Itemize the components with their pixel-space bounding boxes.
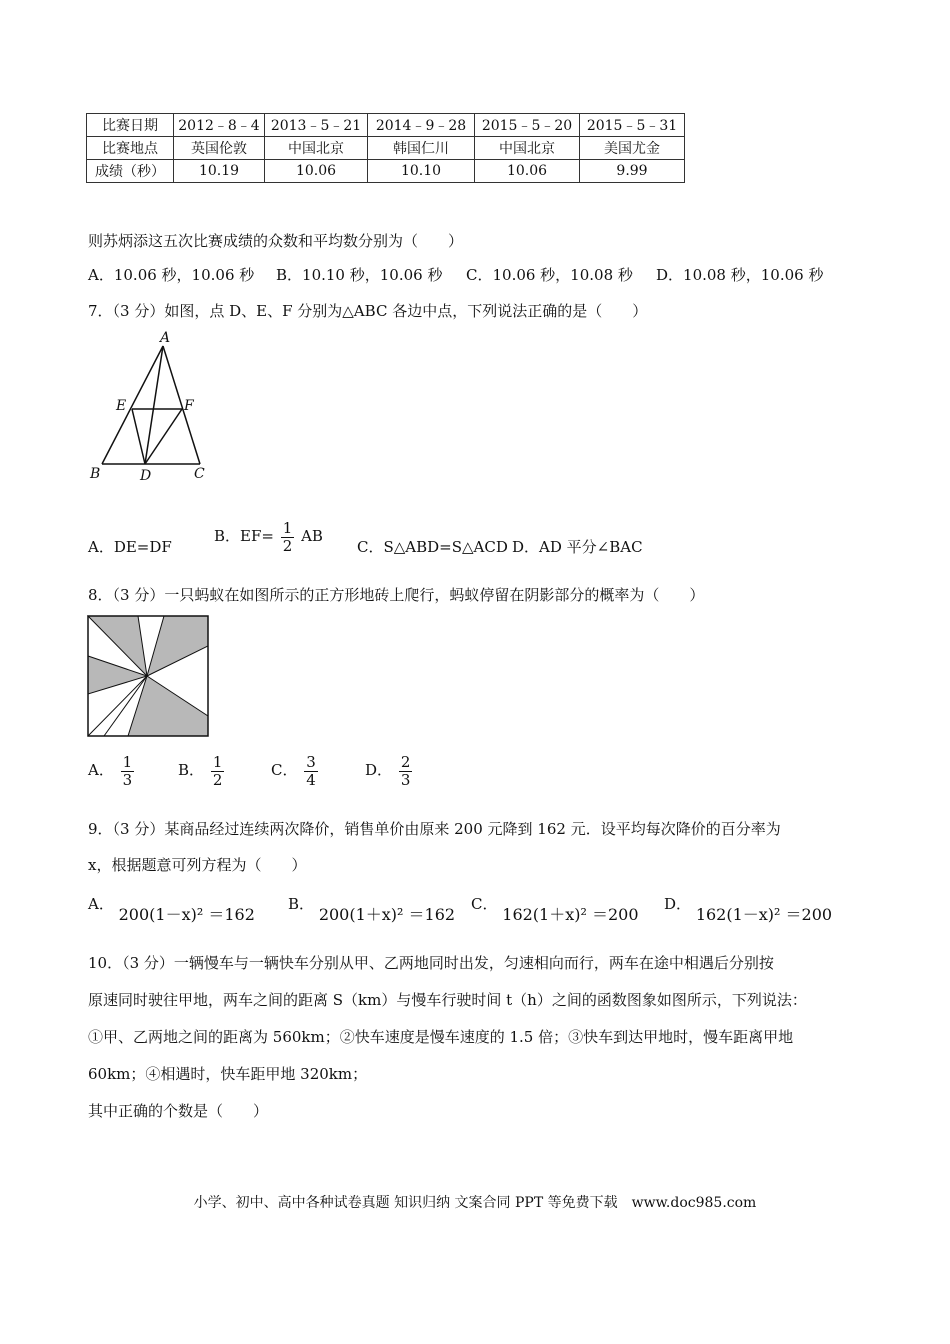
fraction-denominator: 3 — [400, 770, 411, 789]
table-cell: 成绩（秒） — [87, 160, 174, 183]
shaded-region — [147, 616, 208, 676]
q8-option-d — [365, 754, 414, 788]
table-cell: 中国北京 — [475, 137, 580, 160]
vertex-label-b: B — [90, 466, 101, 482]
table-cell: 美国尤金 — [580, 137, 685, 160]
fraction-denominator: 2 — [212, 770, 223, 789]
q9-option-d — [664, 893, 833, 924]
table-cell: 2015﹣5﹣20 — [475, 114, 580, 137]
segment-fd — [145, 409, 182, 464]
q9-stem-line1: 9．（3 分）某商品经过连续两次降价，销售单价由原来 200 元降到 162 元．设平均每次降价的百分率为 — [88, 820, 781, 838]
equation: 162(1＋x)² ＝200 — [502, 905, 639, 924]
option-text: AB — [301, 527, 323, 545]
q7-option-b — [214, 520, 323, 554]
vertex-label-e: E — [116, 398, 127, 414]
q8-option-b — [178, 754, 226, 788]
table-row — [87, 137, 685, 160]
table-cell: 比赛日期 — [87, 114, 174, 137]
option-label: A． — [88, 895, 114, 913]
q10-line1: 10．（3 分）一辆慢车与一辆快车分别从甲、乙两地同时出发，匀速相向而行，两车在途中相遇后分别按 — [88, 954, 774, 972]
q10-line4: 60km；④相遇时，快车距甲地 320km； — [88, 1065, 368, 1083]
segment-ed — [132, 409, 145, 464]
q6-option-b: B．10.10 秒，10.06 秒 — [276, 266, 443, 284]
vertex-label-f: F — [184, 398, 194, 414]
q6-option-d: D．10.08 秒，10.06 秒 — [656, 266, 824, 284]
table-cell: 中国北京 — [265, 137, 368, 160]
tile-figure — [87, 615, 209, 737]
fraction-denominator: 2 — [282, 536, 293, 555]
vertex-label-d: D — [140, 468, 152, 484]
table-cell: 9.99 — [580, 160, 685, 183]
edge-ac — [163, 346, 200, 464]
fraction-denominator: 4 — [306, 770, 316, 789]
table-cell: 2015﹣5﹣31 — [580, 114, 685, 137]
option-label: C． — [471, 895, 498, 913]
equation: 162(1－x)² ＝200 — [695, 905, 833, 924]
option-label: D． — [365, 761, 393, 779]
score-table — [86, 113, 685, 183]
option-label: B． — [288, 895, 315, 913]
fraction — [121, 754, 135, 788]
table-row — [87, 160, 685, 183]
table-cell: 10.06 — [265, 160, 368, 183]
table-cell: 英国伦敦 — [174, 137, 265, 160]
table-cell: 2014﹣9﹣28 — [368, 114, 475, 137]
equation: 200(1＋x)² ＝162 — [318, 905, 456, 924]
table-cell: 10.06 — [475, 160, 580, 183]
fraction — [281, 520, 295, 554]
q9-stem-line2: x，根据题意可列方程为（ ） — [88, 856, 307, 874]
vertex-label-c: C — [194, 466, 205, 482]
table-cell: 2012﹣8﹣4 — [174, 114, 265, 137]
q10-line5: 其中正确的个数是（ ） — [88, 1102, 269, 1120]
option-label: B． — [178, 761, 205, 779]
q6-option-c: C．10.06 秒，10.08 秒 — [466, 266, 633, 284]
q9-option-a — [88, 893, 255, 924]
q8-stem: 8．（3 分）一只蚂蚁在如图所示的正方形地砖上爬行，蚂蚁停留在阴影部分的概率为（ ） — [88, 586, 705, 604]
option-label: C． — [271, 761, 298, 779]
q8-option-c — [271, 754, 320, 788]
option-label: A． — [88, 761, 114, 779]
fraction — [211, 754, 225, 788]
table-cell: 2013﹣5﹣21 — [265, 114, 368, 137]
fraction-numerator: 1 — [122, 753, 133, 771]
table-cell: 比赛地点 — [87, 137, 174, 160]
q7-option-d: D．AD 平分∠BAC — [512, 538, 643, 556]
equation: 200(1－x)² ＝162 — [118, 905, 255, 924]
q7-stem: 7．（3 分）如图，点 D、E、F 分别为△ABC 各边中点，下列说法正确的是（ ） — [88, 302, 648, 320]
q7-option-c: C．S△ABD=S△ACD — [357, 538, 508, 556]
triangle-figure — [84, 328, 214, 488]
q8-option-a — [88, 754, 136, 788]
option-label: B．EF= — [214, 527, 274, 545]
q7-option-a: A．DE=DF — [88, 538, 172, 556]
option-label: D． — [664, 895, 692, 913]
page-footer: 小学、初中、高中各种试卷真题 知识归纳 文案合同 PPT 等免费下载 www.doc985.com — [193, 1195, 757, 1211]
fraction — [399, 754, 413, 788]
fraction-numerator: 1 — [282, 519, 293, 537]
table-cell: 10.19 — [174, 160, 265, 183]
q9-option-c — [471, 893, 639, 924]
fraction-numerator: 1 — [212, 753, 223, 771]
q10-line2: 原速同时驶往甲地，两车之间的距离 S（km）与慢车行驶时间 t（h）之间的函数图象如图所示，下列说法： — [88, 991, 807, 1009]
q9-option-b — [288, 893, 456, 924]
q10-line3: ①甲、乙两地之间的距离为 560km；②快车速度是慢车速度的 1.5 倍；③快车到达甲地时，慢车距离甲地 — [88, 1028, 794, 1046]
fraction-numerator: 3 — [306, 753, 316, 771]
fraction-numerator: 2 — [400, 753, 411, 771]
table-cell: 韩国仁川 — [368, 137, 475, 160]
table-cell: 10.10 — [368, 160, 475, 183]
table-row — [87, 114, 685, 137]
vertex-label-a: A — [160, 330, 171, 346]
fraction-denominator: 3 — [122, 770, 133, 789]
fraction — [304, 754, 318, 788]
q6-option-a: A．10.06 秒，10.06 秒 — [88, 266, 255, 284]
q6-stem: 则苏炳添这五次比赛成绩的众数和平均数分别为（ ） — [88, 232, 464, 250]
